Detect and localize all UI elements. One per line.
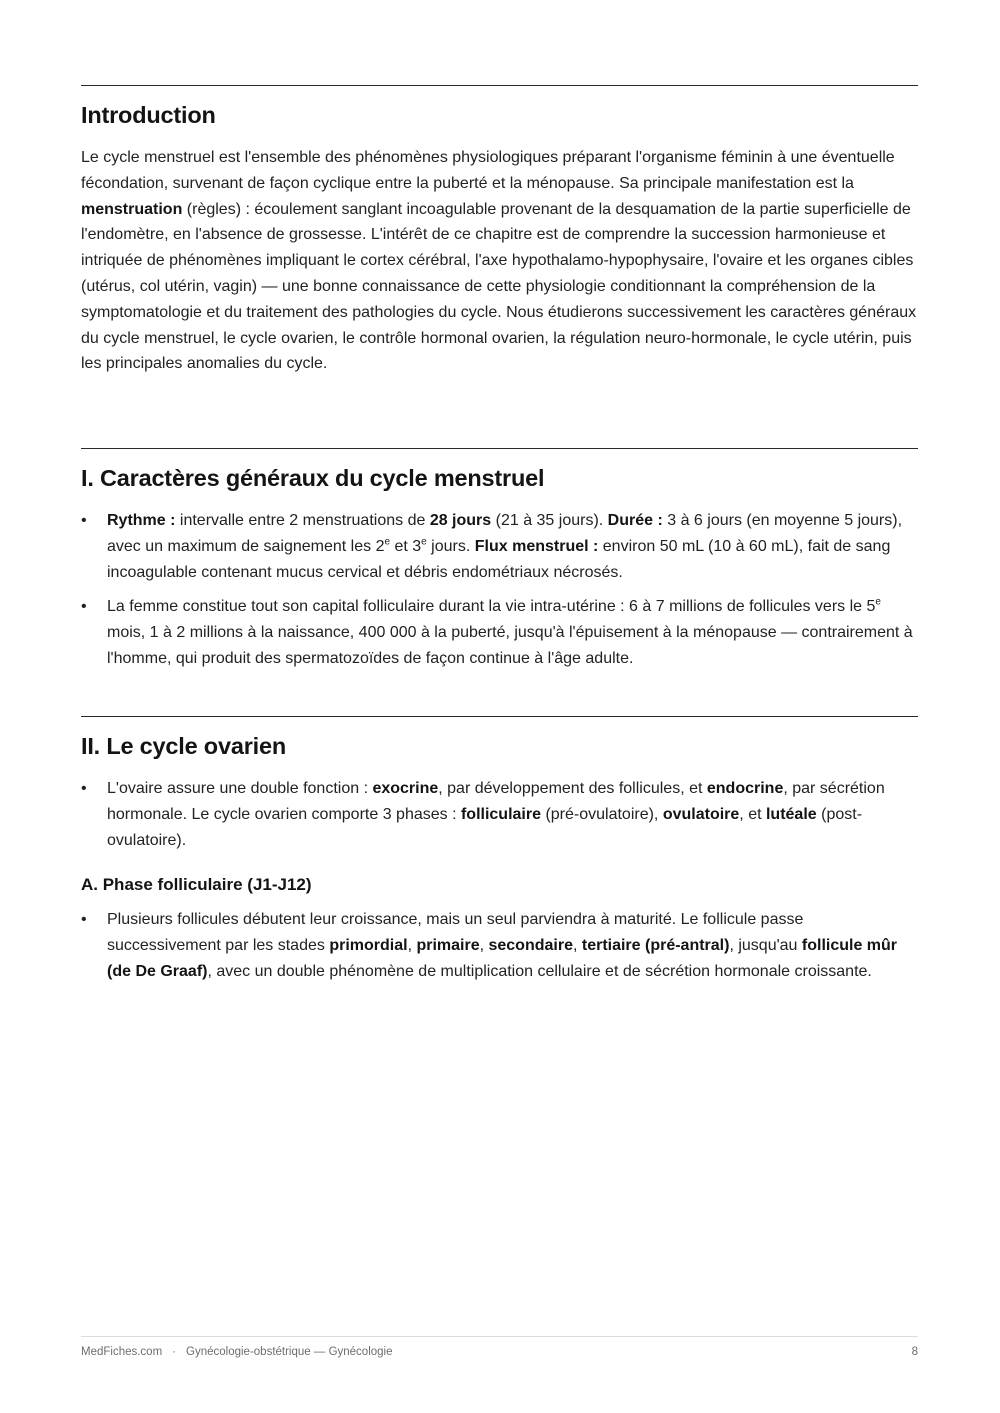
section-title: I. Caractères généraux du cycle menstruel xyxy=(81,465,545,491)
footer-left xyxy=(81,1346,393,1358)
text-run: mois, 1 à 2 millions à la naissance, 400 000 à la puberté, jusqu'à l'épuisement à la ménopause — contrairement à l'homme, qui produit des spermatozoïdes de façon continue à l'âge adulte. xyxy=(107,624,913,667)
bold-term: Durée : xyxy=(607,512,663,529)
bold-term: secondaire xyxy=(488,937,573,955)
text-run: , et xyxy=(739,805,766,823)
bold-term: tertiaire (pré-antral) xyxy=(581,937,730,955)
bold-term: exocrine xyxy=(372,780,439,797)
text-run: Plusieurs follicules débutent leur croissance, mais un seul parviendra à maturité. Le follicule passe successivement par les stades xyxy=(107,911,804,955)
bold-term: 28 jours xyxy=(429,512,492,529)
subsection-title: A. Phase folliculaire (J1-J12) xyxy=(81,875,312,895)
text-run: La femme constitue tout son capital folliculaire durant la vie intra-utérine : 6 à 7 millions de follicules vers le 5 xyxy=(107,598,876,616)
bold-term: follicule mûr (de De Graaf) xyxy=(107,937,898,980)
section-divider xyxy=(81,448,918,449)
list-item xyxy=(81,508,918,585)
section-title: Introduction xyxy=(81,102,216,128)
text-run: , par développement des follicules, et xyxy=(438,780,707,797)
bold-term: lutéale xyxy=(765,805,817,823)
section-introduction xyxy=(81,85,918,377)
superscript: e xyxy=(875,597,881,609)
footer-path: Gynécologie-obstétrique — Gynécologie xyxy=(186,1346,393,1358)
page-footer xyxy=(81,1336,918,1358)
text-run: 3 à 6 jours (en moyenne 5 jours), avec un maximum de saignement les 2 xyxy=(107,512,903,555)
text-run: et 3 xyxy=(390,537,422,555)
text-run: environ 50 mL (10 à 60 mL), fait de sang incoagulable contenant mucus cervical et débris endométriaux nécrosés. xyxy=(107,537,891,581)
text-run: , xyxy=(572,937,582,955)
text-run: Le cycle menstruel est l'ensemble des phénomènes physiologiques préparant l'organisme féminin à une éventuelle fécondation, survenant de façon cyclique entre la puberté et la ménopause. Sa principale manifestation est la xyxy=(81,149,895,192)
bold-term: folliculaire xyxy=(460,805,541,823)
text-run: , avec un double phénomène de multiplication cellulaire et de sécrétion hormonale croissante. xyxy=(207,962,872,980)
bold-term: Flux menstruel : xyxy=(474,537,599,555)
section-divider xyxy=(81,85,918,86)
text-run: , jusqu'au xyxy=(729,937,802,955)
text-run: (règles) : écoulement sanglant incoagulable provenant de la desquamation de la partie superficielle de l'endomètre, en l'absence de grossesse. L'intérêt de ce chapitre est de comprendre la succession harmonieuse et intriquée de phénomènes impliquant le cortex cérébral, l'axe hypothalamo-hypophysaire, l'ovaire et les organes cibles (utérus, col utérin, vagin) — une bonne connaissance de cette physiologie conditionnant la compréhension de la symptomatologie et du traitement des pathologies du cycle. Nous étudierons successivement les caractères généraux du cycle menstruel, le cycle ovarien, le contrôle hormonal ovarien, la régulation neuro-hormonale, le cycle utérin, puis les principales anomalies du cycle. xyxy=(81,200,917,373)
superscript: e xyxy=(384,536,391,548)
section-title: II. Le cycle ovarien xyxy=(81,733,286,759)
text-run: (post-ovulatoire). xyxy=(107,805,863,849)
bold-term: endocrine xyxy=(706,780,784,797)
list-item xyxy=(81,907,918,984)
bullet-list xyxy=(81,508,918,672)
footer-separator: · xyxy=(172,1346,177,1358)
text-run: (pré-ovulatoire), xyxy=(541,805,663,823)
list-item xyxy=(81,594,918,671)
section-divider xyxy=(81,716,918,717)
text-run: , xyxy=(407,937,417,955)
section-cycle-ovarien xyxy=(81,716,918,985)
text-run: , par sécrétion hormonale. Le cycle ovarien comporte 3 phases : xyxy=(107,780,885,823)
bullet-list xyxy=(81,907,918,984)
text-run: (21 à 35 jours). xyxy=(491,512,608,529)
superscript: e xyxy=(421,536,427,548)
bold-term: Rythme : xyxy=(107,512,176,529)
bold-term: menstruation xyxy=(81,200,183,218)
bold-term: primaire xyxy=(416,937,480,955)
intro-paragraph xyxy=(81,145,918,377)
list-item xyxy=(81,776,918,853)
bold-term: ovulatoire xyxy=(662,805,740,823)
footer-site: MedFiches.com xyxy=(81,1346,163,1358)
text-run: intervalle entre 2 menstruations de xyxy=(175,512,430,529)
text-run: jours. xyxy=(426,537,475,555)
text-run: , xyxy=(479,937,489,955)
bullet-list xyxy=(81,776,918,853)
section-caracteres-generaux xyxy=(81,448,918,672)
text-run: L'ovaire assure une double fonction : xyxy=(107,780,373,797)
bold-term: primordial xyxy=(329,937,408,955)
page-number: 8 xyxy=(911,1346,918,1358)
